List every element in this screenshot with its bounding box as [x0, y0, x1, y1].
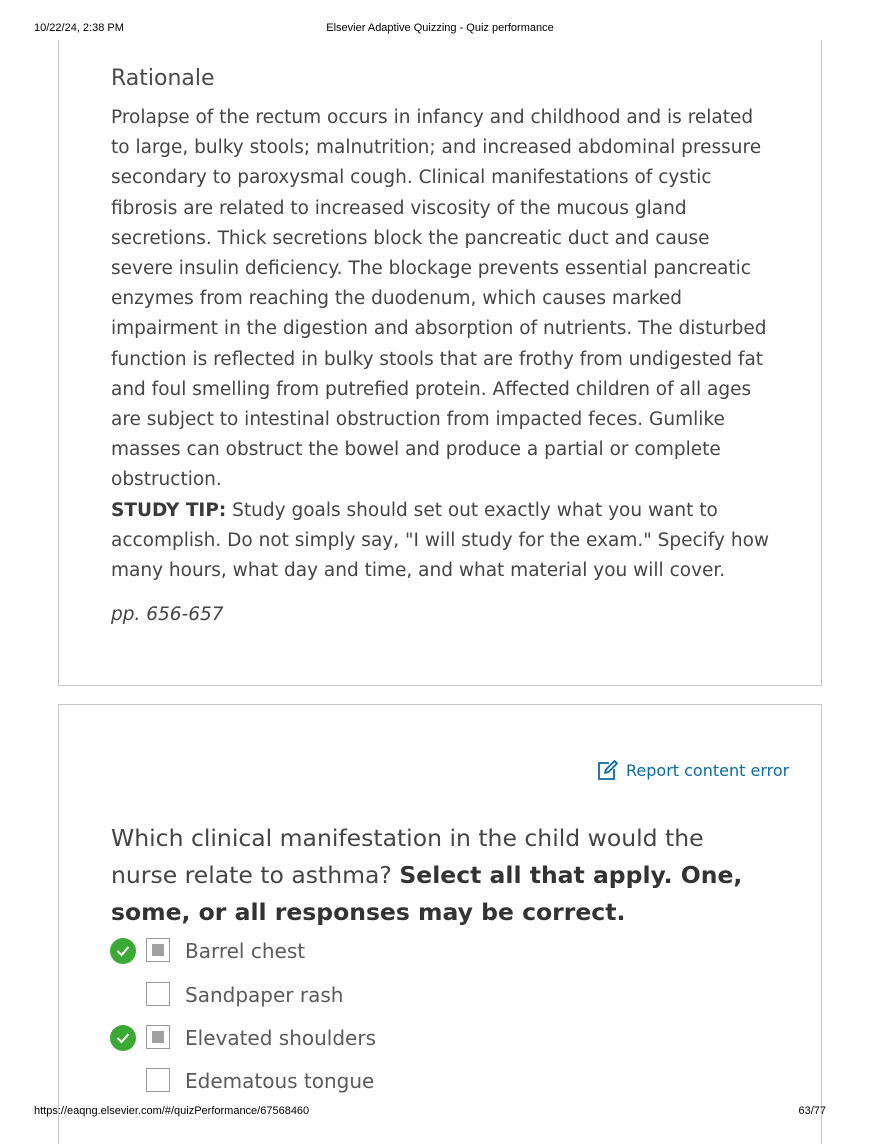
answer-option[interactable] [108, 1023, 508, 1053]
answer-option[interactable] [108, 1066, 508, 1096]
answer-option[interactable] [108, 936, 508, 966]
option-label: Sandpaper rash [185, 983, 344, 1007]
print-header [0, 22, 880, 36]
answer-option[interactable] [108, 980, 508, 1010]
study-tip [111, 496, 771, 587]
option-checkbox[interactable] [146, 982, 170, 1006]
study-tip-text: Study goals should set out exactly what you want to accomplish. Do not simply say, "I will study for the exam." Specify how many hours, what day and time, and what material you will cover. [111, 500, 770, 582]
option-label: Elevated shoulders [185, 1026, 376, 1050]
question-stem: Which clinical manifestation in the child would the nurse relate to asthma? [111, 824, 704, 889]
correct-check-icon [110, 938, 136, 964]
print-datetime: 10/22/24, 2:38 PM [34, 22, 124, 34]
rationale-text: Prolapse of the rectum occurs in infancy and childhood and is related to large, bulky stools; malnutrition; and increased abdominal pressure secondary to paroxysmal cough. Clinical manifestations of cystic fibrosis are related to increased viscosity of the mucous gland secretions. Thick secretions block the pancreatic duct and cause severe insulin deficiency. The blockage prevents essential pancreatic enzymes from reaching the duodenum, which causes marked impairment in the digestion and absorption of nutrients. The disturbed function is reflected in bulky stools that are frothy from undigested fat and foul smelling from putrefied protein. Affected children of all ages are subject to intestinal obstruction from impacted feces. Gumlike masses can obstruct the bowel and produce a partial or complete obstruction. [111, 107, 767, 491]
print-page-number: 63/77 [798, 1105, 826, 1117]
correct-check-icon [110, 1025, 136, 1051]
option-checkbox[interactable] [146, 1068, 170, 1092]
study-tip-label: STUDY TIP: [111, 500, 227, 521]
report-content-error-label: Report content error [626, 760, 790, 780]
report-content-error-link[interactable] [596, 758, 789, 782]
option-checkbox[interactable] [146, 938, 170, 962]
edit-icon [596, 759, 618, 781]
page-reference: pp. 656-657 [111, 604, 224, 625]
option-checkbox[interactable] [146, 1025, 170, 1049]
option-label: Barrel chest [185, 939, 306, 963]
option-label: Edematous tongue [185, 1069, 375, 1093]
print-url: https://eaqng.elsevier.com/#/quizPerformance/67568460 [34, 1105, 310, 1117]
print-footer [0, 1105, 880, 1119]
question-instruction: Select all that apply. One, some, or all responses may be correct. [111, 861, 743, 926]
question-text [111, 820, 751, 931]
print-page-title: Elsevier Adaptive Quizzing - Quiz performance [326, 22, 554, 34]
rationale-heading: Rationale [111, 66, 215, 91]
